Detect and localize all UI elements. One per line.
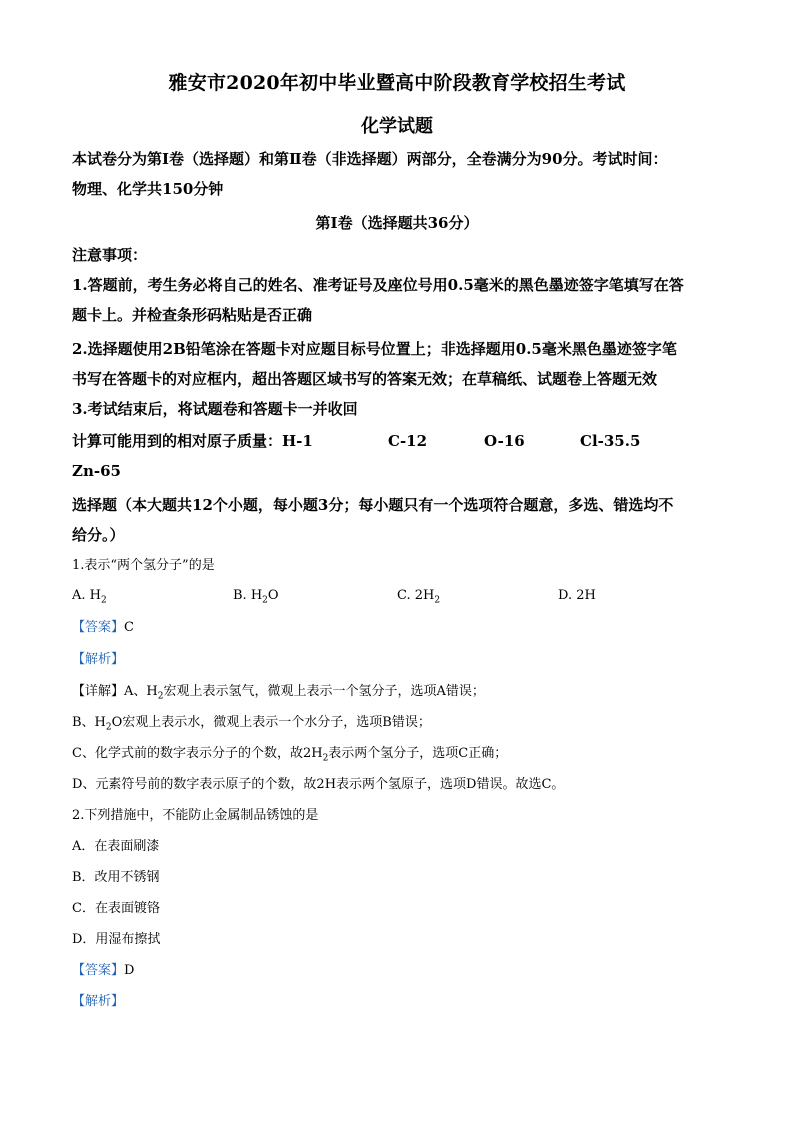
q1-answer [72, 618, 134, 638]
notes-heading: 注意事项： [72, 246, 148, 264]
q1-detail-3: C、化学式前的数字表示分子的个数，故$2H_2$表示两个氢分子，选项C正确； [72, 746, 508, 764]
q2-option-a: A．在表面刷漆 [72, 839, 160, 854]
q1-options [72, 588, 732, 608]
q1-option-b: B. $H_2O$ [233, 588, 279, 606]
q1-answer-tag: 【答案】 [72, 620, 125, 635]
q2-option-b: B．改用不锈钢 [72, 870, 160, 885]
q2-option-c: C．在表面镀铬 [72, 901, 160, 916]
q2-analysis [72, 992, 124, 1012]
q1-analysis [72, 650, 124, 670]
atomic-mass-label: 计算可能用到的相对原子质量： [72, 432, 283, 450]
q2-analysis-tag: 【解析】 [72, 994, 125, 1009]
atomic-mass-row [72, 426, 732, 456]
note-2-line-2: 书写在答题卡的对应框内，超出答题区域书写的答案无效；在草稿纸、试题卷上答题无效 [72, 370, 658, 388]
q2-answer-tag: 【答案】 [72, 963, 125, 978]
q1-option-c: C. $2H_2$ [397, 588, 441, 606]
q1-analysis-tag: 【解析】 [72, 652, 125, 667]
q2-answer-value: D [124, 963, 135, 978]
section-title: 第Ⅰ卷（选择题共36分） [315, 214, 479, 232]
q1-detail-4: D、元素符号前的数字表示原子的个数，故2H表示两个氢原子，选项D错误。故选C。 [72, 777, 565, 792]
intro-line-2: 物理、化学共150分钟 [72, 180, 224, 198]
q1-stem: 1.表示“两个氢分子”的是 [72, 558, 215, 573]
q2-option-d: D．用湿布擦拭 [72, 932, 161, 947]
q1-detail-2: B、$H_2O$宏观上表示水，微观上表示一个水分子，选项B错误； [72, 715, 431, 733]
atomic-mass-h: H-1 [282, 432, 313, 450]
note-1-line-2: 题卡上。并检查条形码粘贴是否正确 [72, 306, 313, 324]
atomic-mass-cl: Cl-35.5 [580, 432, 641, 450]
note-2-line-1: 2.选择题使用2B铅笔涂在答题卡对应题目标号位置上；非选择题用0.5毫米黑色墨迹签字笔 [72, 340, 677, 358]
q1-detail-1: 【详解】A、$H_2$宏观上表示氢气，微观上表示一个氢分子，选项A错误； [72, 684, 485, 702]
q1-option-d: D. 2H [558, 588, 596, 603]
q1-option-a: A. $H_2$ [72, 588, 107, 606]
q2-answer [72, 961, 134, 981]
atomic-mass-c: C-12 [388, 432, 428, 450]
exam-title: 雅安市2020年初中毕业暨高中阶段教育学校招生考试 [168, 72, 626, 94]
atomic-mass-zn: Zn-65 [72, 462, 121, 480]
choice-intro-line-2: 给分。） [72, 526, 125, 544]
note-3: 3.考试结束后，将试题卷和答题卡一并收回 [72, 400, 358, 418]
exam-subtitle: 化学试题 [361, 116, 433, 137]
q2-stem: 2.下列措施中，不能防止金属制品锈蚀的是 [72, 808, 319, 823]
intro-line-1: 本试卷分为第Ⅰ卷（选择题）和第Ⅱ卷（非选择题）两部分，全卷满分为90分。考试时间： [72, 150, 668, 168]
atomic-mass-o: O-16 [484, 432, 525, 450]
note-1-line-1: 1.答题前，考生务必将自己的姓名、准考证号及座位号用0.5毫米的黑色墨迹签字笔填写在答 [72, 276, 684, 294]
q1-answer-value: C [124, 620, 134, 635]
choice-intro-line-1: 选择题（本大题共12个小题，每小题3分；每小题只有一个选项符合题意，多选、错选均不 [72, 496, 674, 514]
